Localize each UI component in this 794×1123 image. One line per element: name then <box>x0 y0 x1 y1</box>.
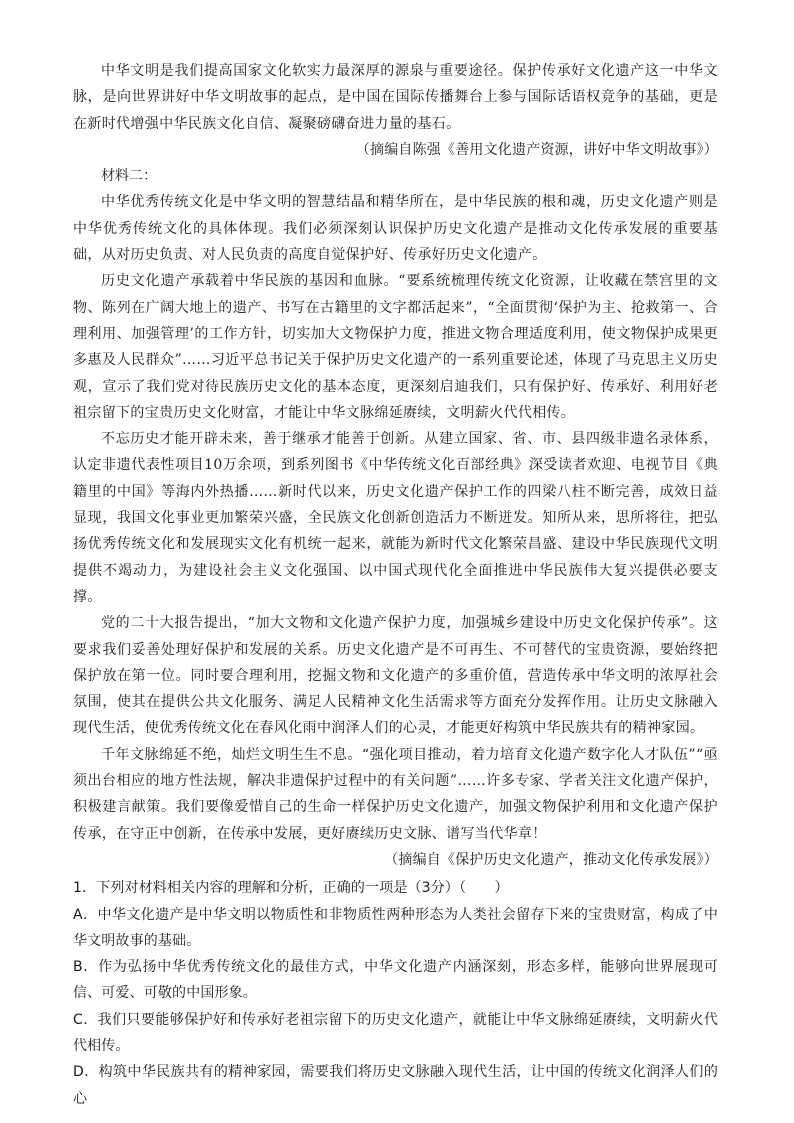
material2-paragraph-2: 历史文化遗产承载着中华民族的基因和血脉。“要系统梳理传统文化资源，让收藏在禁宫里的文物、陈列在广阔大地上的遗产、书写在古籍里的文字都活起来”，“全面贯彻‘保护为主、抢救第一、合理利用、加强管理’的工作方针，切实加大文物保护力度，推进文物合理适度利用，使文物保护成果更多惠及人民群众”……习近平总书记关于保护历史文化遗产的一系列重要论述，体现了马克思主义历史观，宣示了我们党对待民族历史文化的基本态度，更深刻启迪我们，只有保护好、传承好、利用好老祖宗留下的宝贵历史文化财富，才能让中华文脉绵延赓续，文明薪火代代相传。 <box>73 273 718 421</box>
option-d: D．构筑中华民族共有的精神家园，需要我们将历史文脉融入现代生活，让中国的传统文化润泽人们的心 <box>73 1064 718 1107</box>
option-a: A．中华文化遗产是中华文明以物质性和非物质性两种形态为人类社会留存下来的宝贵财富，构成了中华文明故事的基础。 <box>73 906 718 949</box>
question-1 <box>73 875 718 1112</box>
material2-paragraph-4: 党的二十大报告提出，“加大文物和文化遗产保护力度，加强城乡建设中历史文化保护传承”。这要求我们妥善处理好保护和发展的关系。历史文化遗产是不可再生、不可替代的宝贵资源，要始终把保护放在第一位。同时要合理利用，挖掘文物和文化遗产的多重价值，营造传承中华文明的浓厚社会氛围，使其在提供公共文化服务、满足人民精神文化生活需求等方面充分发挥作用。让历史文脉融入现代生活，使优秀传统文化在春风化雨中润泽人们的心灵，才能更好构筑中华民族共有的精神家园。 <box>73 615 718 737</box>
question-stem: 1．下列对材料相关内容的理解和分析，正确的一项是（3分）（ ） <box>73 880 509 897</box>
material2-paragraph-5: 千年文脉绵延不绝，灿烂文明生生不息。“强化项目推动，着力培育文化遗产数字化人才队伍”“亟须出台相应的地方性法规，解决非遗保护过程中的有关问题”……许多专家、学者关注文化遗产保护，积极建言献策。我们要像爱惜自己的生命一样保护历史文化遗产，加强文物保护利用和文化遗产保护传承，在守正中创新，在传承中发展，更好赓续历史文脉、谱写当代华章！ <box>73 746 718 842</box>
material1-source: （摘编自陈强《善用文化遗产资源，讲好中华文明故事》） <box>355 141 718 158</box>
exam-page <box>73 58 718 1112</box>
option-b: B．作为弘扬中华优秀传统文化的最佳方式，中华文化遗产内涵深刻，形态多样，能够向世界展现可信、可爱、可敬的中国形象。 <box>73 959 718 1002</box>
material2-paragraph-1: 中华优秀传统文化是中华文明的智慧结晶和精华所在，是中华民族的根和魂，历史文化遗产则是中华优秀传统文化的具体体现。我们必须深刻认识保护历史文化遗产是推动文化传承发展的重要基础，从对历史负责、对人民负责的高度自觉保护好、传承好历史文化遗产。 <box>73 194 718 264</box>
material2-source: （摘编自《保护历史文化遗产，推动文化传承发展》） <box>384 851 718 868</box>
material2-paragraph-3: 不忘历史才能开辟未来，善于继承才能善于创新。从建立国家、省、市、县四级非遗名录体系，认定非遗代表性项目10万余项，到系列图书《中华传统文化百部经典》深受读者欢迎、电视节目《典籍里的中国》等海内外热播……新时代以来，历史文化遗产保护工作的四梁八柱不断完善，成效日益显现，我国文化事业更加繁荣兴盛，全民族文化创新创造活力不断迸发。知所从来，思所将往，把弘扬优秀传统文化和发展现实文化有机统一起来，就能为新时代文化繁荣昌盛、建设中华民族现代文明提供不竭动力，为建设社会主义文化强国、以中国式现代化全面推进中华民族伟大复兴提供必要支撑。 <box>73 431 718 605</box>
material2-label: 材料二： <box>101 168 157 185</box>
material1-paragraph: 中华文明是我们提高国家文化软实力最深厚的源泉与重要途径。保护传承好文化遗产这一中华文脉，是向世界讲好中华文明故事的起点，是中国在国际传播舞台上参与国际话语权竞争的基础，更是在新时代增强中华民族文化自信、凝聚磅礴奋进力量的基石。 <box>73 63 718 132</box>
option-c: C．我们只要能够保护好和传承好老祖宗留下的历史文化遗产，就能让中华文脉绵延赓续，文明薪火代代相传。 <box>73 1011 718 1054</box>
